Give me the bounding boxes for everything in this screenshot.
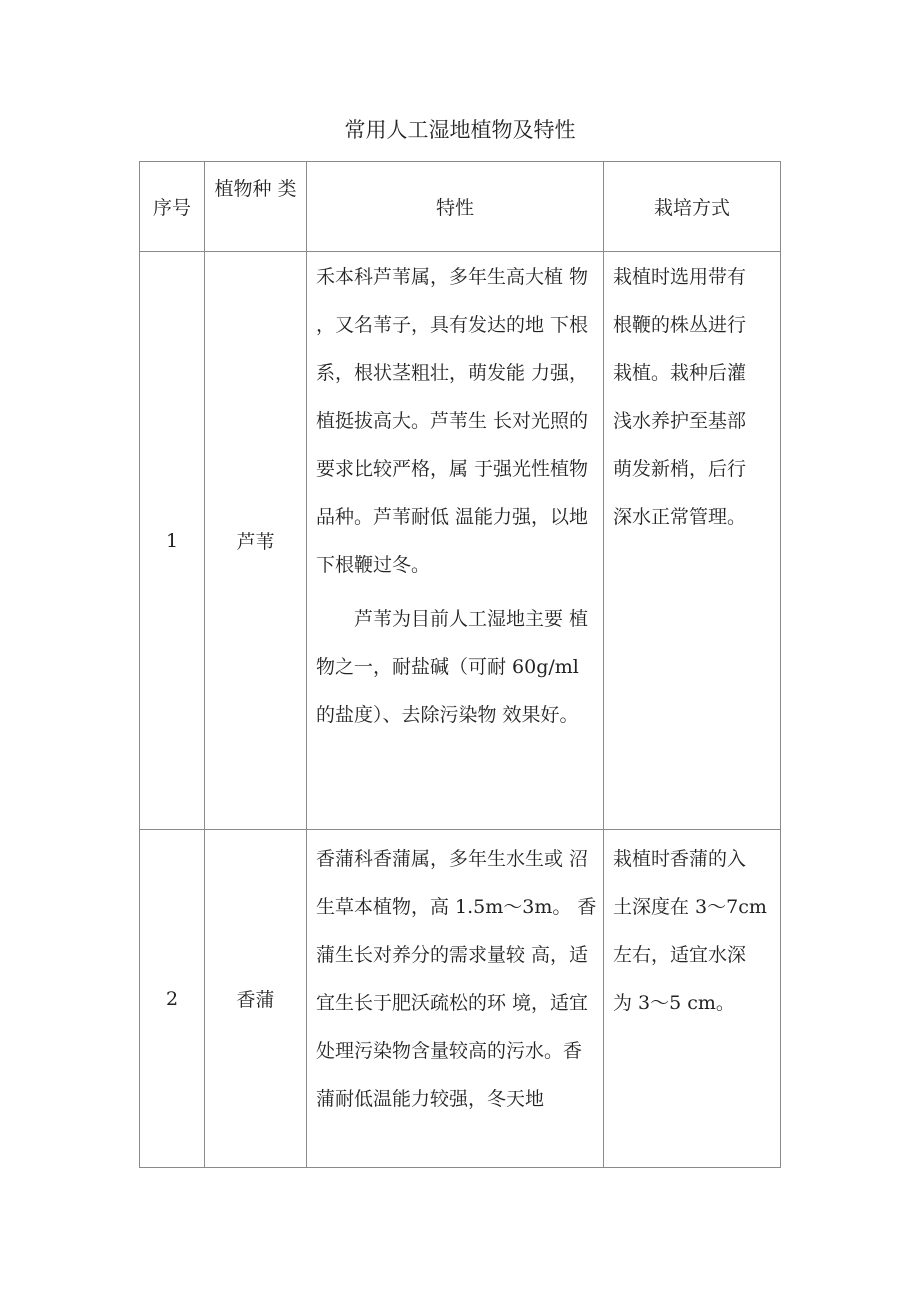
text-line: 浅水养护至基部: [613, 410, 747, 432]
plant-name: 芦苇: [205, 252, 307, 830]
text-line: 栽植时香蒲的入: [613, 848, 747, 870]
text-line: 根鞭的株丛进行: [613, 314, 747, 336]
header-no: 序号: [140, 162, 205, 252]
text-line: 为 3～5 cm。: [613, 992, 735, 1014]
table-row: [140, 830, 781, 1168]
header-plant-type: 植物种 类: [205, 162, 307, 252]
text-line: 植挺拔高大。芦苇生 长对光照的: [316, 410, 589, 432]
traits-cell: [307, 252, 604, 830]
text-line: 深水正常管理。: [613, 506, 747, 528]
document-title: 常用人工湿地植物及特性: [344, 118, 576, 142]
text-line: 香蒲科香蒲属，多年生水生或 沼: [316, 848, 589, 870]
text-line: 生草本植物，高 1.5m～3m。 香: [316, 896, 597, 918]
text-line: 处理污染物含量较高的污水。香: [316, 1040, 583, 1062]
cultivation-cell: [604, 252, 781, 830]
table-header-row: [140, 162, 781, 252]
text-line: ，又名苇子，具有发达的地 下根: [316, 314, 589, 336]
header-traits: 特性: [307, 162, 604, 252]
text-line: 蒲耐低温能力较强，冬天地: [316, 1088, 545, 1110]
text-line: 宜生长于肥沃疏松的环 境，适宜: [316, 992, 589, 1014]
text-line: 栽植时选用带有: [613, 266, 747, 288]
text-line: 禾本科芦苇属，多年生高大植 物: [316, 266, 589, 288]
text-line: 萌发新梢，后行: [613, 458, 747, 480]
text-line: 左右，适宜水深: [613, 944, 747, 966]
text-line: 的盐度）、去除污染物 效果好。: [316, 704, 579, 726]
text-line: 蒲生长对养分的需求量较 高，适: [316, 944, 589, 966]
header-cultivation: 栽培方式: [604, 162, 781, 252]
text-line: 土深度在 3～7cm: [613, 896, 767, 918]
plant-name: 香蒲: [205, 830, 307, 1168]
row-number: 1: [140, 252, 205, 830]
text-line: 下根鞭过冬。: [316, 554, 431, 576]
text-line: 系，根状茎粗壮，萌发能 力强，: [316, 362, 589, 384]
plant-table: [139, 161, 781, 1168]
text-line: 要求比较严格，属 于强光性植物: [316, 458, 589, 480]
table-row: [140, 252, 781, 830]
row-number: 2: [140, 830, 205, 1168]
text-line: 芦苇为目前人工湿地主要 植: [354, 608, 589, 630]
text-line: 栽植。栽种后灌: [613, 362, 747, 384]
text-line: 物之一，耐盐碱（可耐 60g/ml: [316, 656, 579, 678]
traits-cell: [307, 830, 604, 1168]
cultivation-cell: [604, 830, 781, 1168]
text-line: 品种。芦苇耐低 温能力强，以地: [316, 506, 589, 528]
